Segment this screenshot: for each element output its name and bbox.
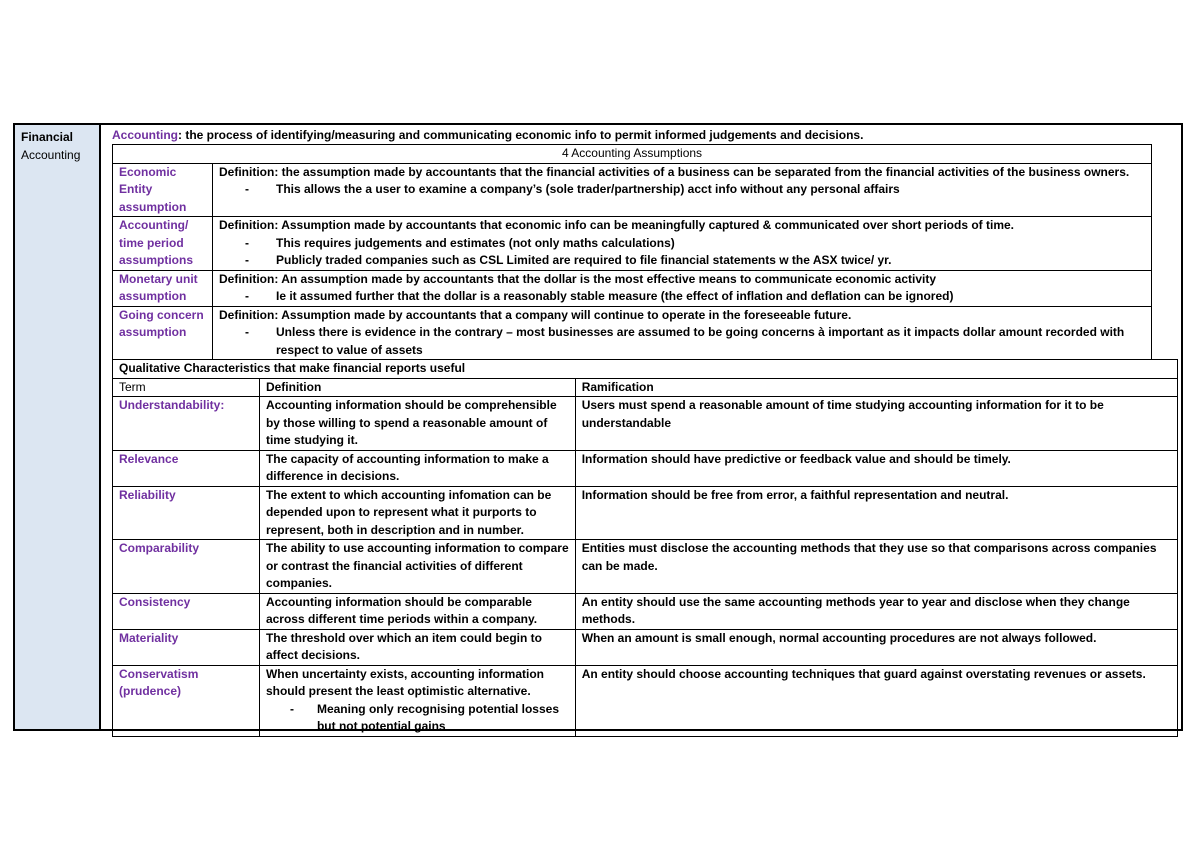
- assumption-bullet: - Publicly traded companies such as CSL Limited are required to file financial statements w the ASX twice/ yr.: [219, 252, 1145, 270]
- assumption-term: Going concern assumption: [113, 306, 213, 360]
- characteristic-term: Materiality: [113, 629, 260, 665]
- notes-page: [13, 123, 1183, 731]
- characteristic-ramification: An entity should choose accounting techniques that guard against overstating revenues or assets.: [575, 665, 1177, 736]
- assumption-definition: Definition: Assumption made by accountants that economic info can be meaningfully captured & communicated over short periods of time.: [219, 218, 1014, 232]
- notes-content: [106, 125, 1181, 733]
- table-row: [113, 397, 1178, 451]
- header-ramification: Ramification: [575, 378, 1177, 397]
- characteristic-ramification: Information should have predictive or feedback value and should be timely.: [575, 450, 1177, 486]
- characteristic-definition-cell: [259, 665, 575, 736]
- table-row: [113, 450, 1178, 486]
- characteristic-term: Conservatism (prudence): [113, 665, 260, 736]
- characteristic-definition: When uncertainty exists, accounting information should present the least optimistic alternative.: [265, 666, 544, 698]
- characteristic-ramification: Information should be free from error, a faithful representation and neutral.: [575, 486, 1177, 540]
- characteristic-term: Comparability: [113, 540, 260, 594]
- assumption-cell: [213, 217, 1152, 271]
- topic-label-line1: Financial: [21, 130, 74, 144]
- characteristic-definition: Accounting information should be comprehensible by those willing to spend a reasonable amount of time studying it.: [259, 397, 575, 451]
- accounting-definition: [112, 127, 863, 143]
- topic-label-line2: Accounting: [21, 148, 81, 162]
- characteristic-term: Relevance: [113, 450, 260, 486]
- assumption-cell: [213, 163, 1152, 217]
- characteristic-definition-bullet: - Meaning only recognising potential losses but not potential gains: [266, 701, 569, 736]
- assumption-term: Monetary unit assumption: [113, 270, 213, 306]
- characteristic-term: Understandability:: [113, 397, 260, 451]
- assumption-bullet: - Unless there is evidence in the contrary – most businesses are assumed to be going concerns à important as it impacts dollar amount recorded with respect to value of assets: [219, 324, 1145, 359]
- characteristic-ramification: Entities must disclose the accounting methods that they use so that comparisons across companies can be made.: [575, 540, 1177, 594]
- assumption-definition: Definition: the assumption made by accountants that the financial activities of a business can be separated from the financial activities of the business owners.: [219, 164, 1130, 179]
- characteristic-term: Consistency: [113, 593, 260, 629]
- assumption-bullet: - Ie it assumed further that the dollar is a reasonably stable measure (the effect of inflation and deflation can be ignored): [219, 288, 1145, 306]
- table-row: [113, 486, 1178, 540]
- table-row: [113, 306, 1152, 360]
- assumption-term: Economic Entity assumption: [113, 163, 213, 217]
- assumption-cell: [213, 306, 1152, 360]
- table-row: [113, 629, 1178, 665]
- table-row: [113, 665, 1178, 736]
- characteristic-definition: The ability to use accounting information to compare or contrast the financial activities of different companies.: [259, 540, 575, 594]
- table-row: [113, 270, 1152, 306]
- table-header-row: [113, 378, 1178, 397]
- qualitative-table: [112, 359, 1178, 737]
- assumption-bullet: - This allows the a user to examine a company’s (sole trader/partnership) acct info without any personal affairs: [219, 181, 1145, 199]
- accounting-definition-text: : the process of identifying/measuring and communicating economic info to permit informed judgements and decisions.: [178, 128, 864, 142]
- characteristic-ramification: Users must spend a reasonable amount of time studying accounting information for it to be understandable: [575, 397, 1177, 451]
- assumption-bullet: - This requires judgements and estimates (not only maths calculations): [219, 235, 1145, 253]
- assumptions-table: [112, 144, 1152, 360]
- table-row: [113, 593, 1178, 629]
- table-row: [113, 217, 1152, 271]
- table-row: [113, 163, 1152, 217]
- characteristic-term: Reliability: [113, 486, 260, 540]
- characteristic-ramification: An entity should use the same accounting methods year to year and disclose when they change methods.: [575, 593, 1177, 629]
- qualitative-title: Qualitative Characteristics that make financial reports useful: [113, 360, 1178, 379]
- characteristic-definition: The capacity of accounting information to make a difference in decisions.: [259, 450, 575, 486]
- characteristic-definition: The threshold over which an item could begin to affect decisions.: [259, 629, 575, 665]
- table-row: [113, 540, 1178, 594]
- characteristic-definition: The extent to which accounting infomation can be depended upon to represent what it purports to represent, both in description and in number.: [259, 486, 575, 540]
- topic-column: [15, 125, 101, 729]
- assumption-cell: [213, 270, 1152, 306]
- characteristic-definition: Accounting information should be comparable across different time periods within a company.: [259, 593, 575, 629]
- characteristic-ramification: When an amount is small enough, normal accounting procedures are not always followed.: [575, 629, 1177, 665]
- assumption-definition: Definition: Assumption made by accountants that a company will continue to operate in the foreseeable future.: [219, 307, 852, 322]
- assumption-term: Accounting/ time period assumptions: [113, 217, 213, 271]
- header-definition: Definition: [259, 378, 575, 397]
- header-term: Term: [113, 378, 260, 397]
- assumptions-title: 4 Accounting Assumptions: [113, 145, 1152, 164]
- assumption-definition: Definition: An assumption made by accountants that the dollar is the most effective means to communicate economic activity: [219, 271, 937, 286]
- accounting-term: Accounting: [112, 128, 178, 142]
